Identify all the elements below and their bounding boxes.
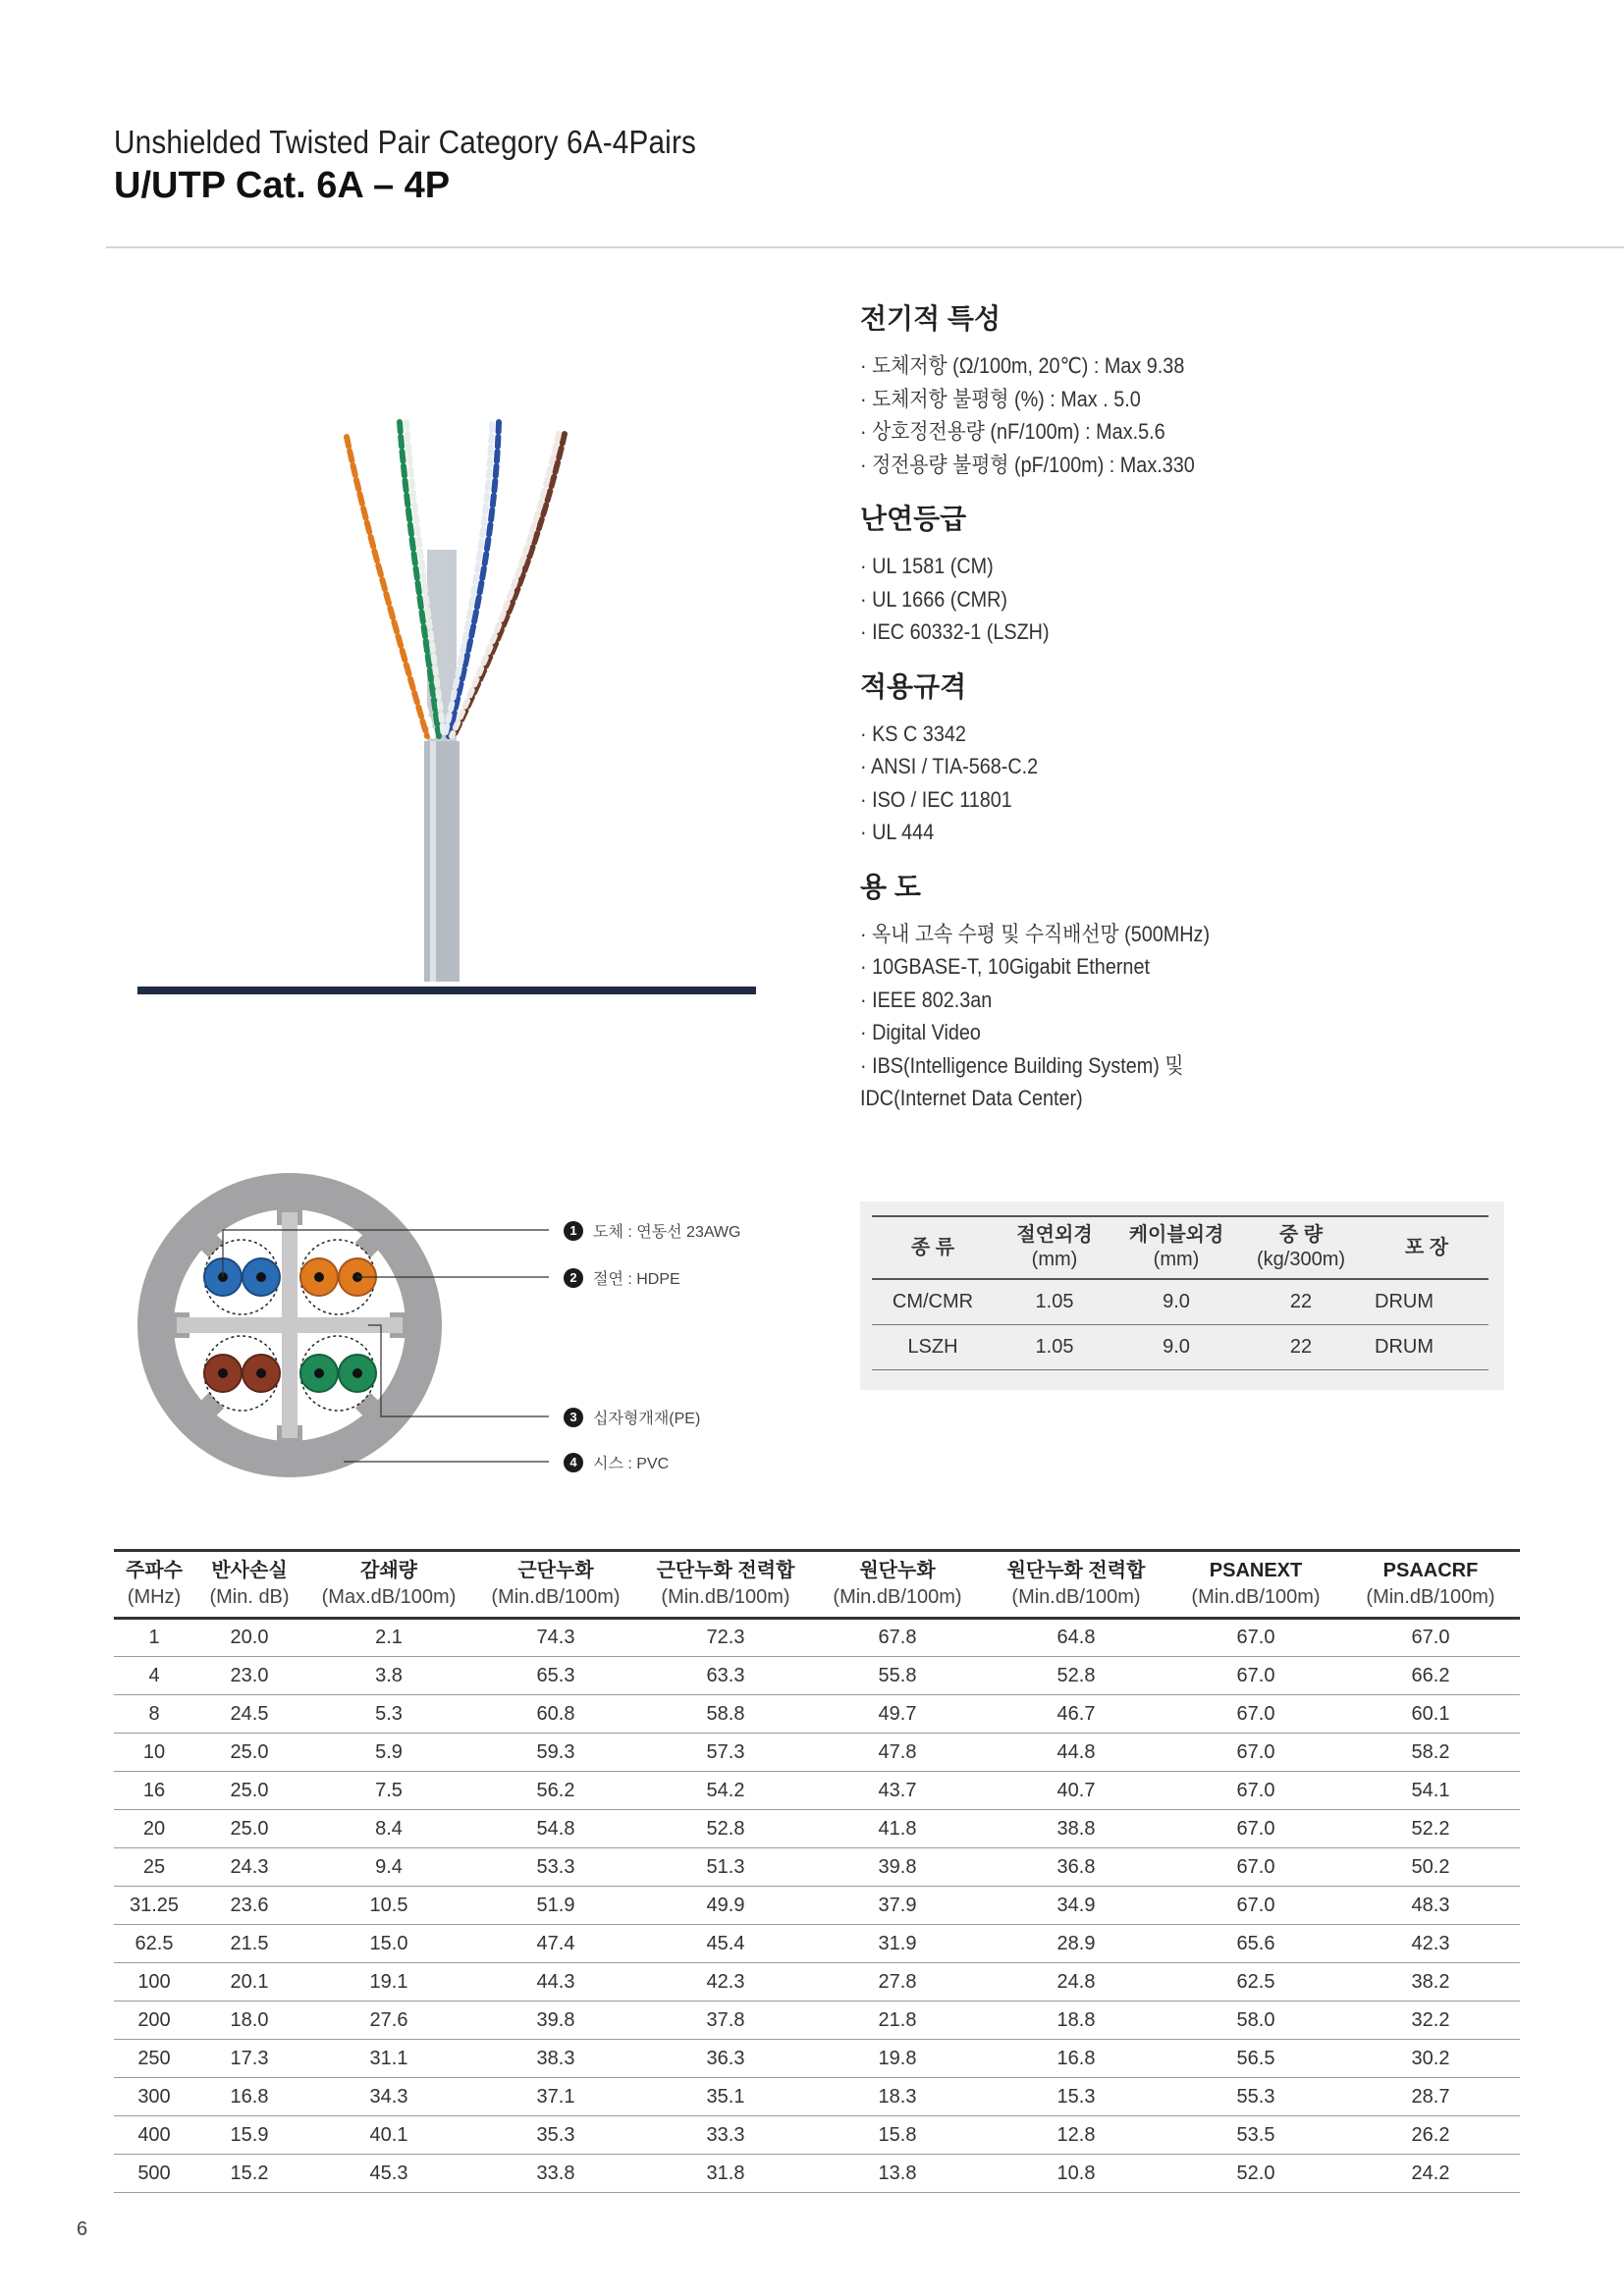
- spec-item: · 옥내 고속 수평 및 수직배선망 (500MHz): [860, 921, 1211, 946]
- table-cell: 53.5: [1170, 2116, 1341, 2155]
- header-subtitle: Unshielded Twisted Pair Category 6A-4Pairs: [114, 124, 697, 160]
- table-cell: 67.8: [813, 1619, 982, 1657]
- column-header: 중 량 (kg/300m): [1237, 1216, 1365, 1279]
- column-header: 감쇄량 (Max.dB/100m): [304, 1551, 473, 1619]
- table-cell: 400: [114, 2116, 194, 2155]
- spec-item: · UL 444: [860, 820, 935, 844]
- header-title: U/UTP Cat. 6A – 4P: [114, 165, 451, 206]
- spec-item: · 10GBASE-T, 10Gigabit Ethernet: [860, 954, 1150, 979]
- table-cell: 52.2: [1341, 1810, 1520, 1848]
- spec-item: · UL 1666 (CMR): [860, 586, 1008, 612]
- column-header: 케이블외경 (mm): [1115, 1216, 1237, 1279]
- page-number: 6: [77, 2218, 88, 2240]
- spec-item: IDC(Internet Data Center): [860, 1086, 1083, 1110]
- table-cell: 4: [114, 1657, 194, 1695]
- table-cell: 56.2: [473, 1772, 638, 1810]
- table-cell: 31.8: [638, 2155, 813, 2193]
- table-row: [114, 1887, 1520, 1925]
- table-cell: 52.0: [1170, 2155, 1341, 2193]
- table-cell: 21.5: [194, 1925, 304, 1963]
- table-cell: 22: [1237, 1279, 1365, 1324]
- table-cell: 72.3: [638, 1619, 813, 1657]
- table-cell: 67.0: [1170, 1657, 1341, 1695]
- table-cell: 55.3: [1170, 2078, 1341, 2116]
- table-cell: 24.5: [194, 1695, 304, 1734]
- table-cell: 23.0: [194, 1657, 304, 1695]
- table-cell: 67.0: [1170, 1810, 1341, 1848]
- table-header-row: [114, 1551, 1520, 1619]
- legend-item: [564, 1406, 700, 1428]
- table-cell: 52.8: [982, 1657, 1170, 1695]
- table-cell: 20.1: [194, 1963, 304, 2002]
- column-header: 원단누화 (Min.dB/100m): [813, 1551, 982, 1619]
- table-cell: 44.8: [982, 1734, 1170, 1772]
- table-cell: 47.8: [813, 1734, 982, 1772]
- spec-heading: 전기적 특성: [860, 303, 1001, 334]
- column-header: 절연외경 (mm): [994, 1216, 1115, 1279]
- table-row: [114, 1848, 1520, 1887]
- table-cell: 49.9: [638, 1887, 813, 1925]
- spec-item: · 도체저항 (Ω/100m, 20℃) : Max 9.38: [860, 353, 1185, 378]
- table-cell: 15.9: [194, 2116, 304, 2155]
- table-cell: 46.7: [982, 1695, 1170, 1734]
- table-cell: 27.8: [813, 1963, 982, 2002]
- table-cell: 17.3: [194, 2040, 304, 2078]
- table-cell: 39.8: [473, 2002, 638, 2040]
- table-row: [114, 2116, 1520, 2155]
- spec-item: · IEEE 802.3an: [860, 987, 993, 1012]
- table-cell: 51.3: [638, 1848, 813, 1887]
- table-cell: 25: [114, 1848, 194, 1887]
- legend-item: [564, 1451, 669, 1473]
- table-cell: 18.0: [194, 2002, 304, 2040]
- table-cell: CM/CMR: [872, 1279, 994, 1324]
- performance-table: [114, 1549, 1520, 2193]
- table-cell: 1.05: [994, 1324, 1115, 1369]
- spec-item: · ISO / IEC 11801: [860, 786, 1012, 812]
- table-cell: 300: [114, 2078, 194, 2116]
- table-cell: 31.1: [304, 2040, 473, 2078]
- table-row: [114, 1925, 1520, 1963]
- table-cell: 24.8: [982, 1963, 1170, 2002]
- table-cell: 37.8: [638, 2002, 813, 2040]
- table-cell: 43.7: [813, 1772, 982, 1810]
- table-cell: 23.6: [194, 1887, 304, 1925]
- table-cell: 56.5: [1170, 2040, 1341, 2078]
- spec-section-flame: [860, 498, 1547, 649]
- column-header: 원단누화 전력합 (Min.dB/100m): [982, 1551, 1170, 1619]
- table-cell: 58.8: [638, 1695, 813, 1734]
- table-cell: 31.9: [813, 1925, 982, 1963]
- table-cell: 25.0: [194, 1810, 304, 1848]
- legend-item: [564, 1219, 740, 1242]
- table-cell: 9.0: [1115, 1279, 1237, 1324]
- table-cell: 39.8: [813, 1848, 982, 1887]
- table-row: [872, 1324, 1489, 1369]
- table-row: [114, 1734, 1520, 1772]
- spec-item: · 정전용량 불평형 (pF/100m) : Max.330: [860, 452, 1195, 477]
- table-cell: 2.1: [304, 1619, 473, 1657]
- table-cell: 58.0: [1170, 2002, 1341, 2040]
- table-row: [114, 2040, 1520, 2078]
- table-cell: 500: [114, 2155, 194, 2193]
- table-cell: 35.1: [638, 2078, 813, 2116]
- legend-label: 십자형개재(PE): [593, 1411, 701, 1427]
- column-header: PSAACRF (Min.dB/100m): [1341, 1551, 1520, 1619]
- table-cell: 48.3: [1341, 1887, 1520, 1925]
- spec-item: · Digital Video: [860, 1020, 981, 1044]
- spec-item: · 도체저항 불평형 (%) : Max . 5.0: [860, 386, 1141, 411]
- table-cell: 16: [114, 1772, 194, 1810]
- table-cell: LSZH: [872, 1324, 994, 1369]
- table-cell: 5.3: [304, 1695, 473, 1734]
- table-cell: 67.0: [1170, 1848, 1341, 1887]
- table-cell: 45.3: [304, 2155, 473, 2193]
- table-cell: 200: [114, 2002, 194, 2040]
- table-row: [114, 1695, 1520, 1734]
- table-cell: 9.0: [1115, 1324, 1237, 1369]
- table-cell: 47.4: [473, 1925, 638, 1963]
- table-cell: 19.1: [304, 1963, 473, 2002]
- table-cell: 62.5: [114, 1925, 194, 1963]
- photo-base-bar: [137, 987, 756, 994]
- table-cell: 18.8: [982, 2002, 1170, 2040]
- table-cell: 7.5: [304, 1772, 473, 1810]
- column-header: 근단누화 전력합 (Min.dB/100m): [638, 1551, 813, 1619]
- table-cell: 24.3: [194, 1848, 304, 1887]
- spec-item: · ANSI / TIA-568-C.2: [860, 754, 1039, 778]
- legend-number: 4: [564, 1453, 583, 1472]
- table-cell: 34.9: [982, 1887, 1170, 1925]
- table-cell: 49.7: [813, 1695, 982, 1734]
- cable-photo: [133, 412, 761, 1001]
- table-cell: 15.0: [304, 1925, 473, 1963]
- table-cell: 34.3: [304, 2078, 473, 2116]
- table-cell: 67.0: [1170, 1619, 1341, 1657]
- table-cell: 51.9: [473, 1887, 638, 1925]
- legend-number: 3: [564, 1408, 583, 1427]
- spec-section-standards: [860, 666, 1547, 849]
- table-cell: 1: [114, 1619, 194, 1657]
- table-cell: 30.2: [1341, 2040, 1520, 2078]
- column-header: PSANEXT (Min.dB/100m): [1170, 1551, 1341, 1619]
- table-cell: 38.8: [982, 1810, 1170, 1848]
- table-cell: 54.2: [638, 1772, 813, 1810]
- spec-item: · IEC 60332-1 (LSZH): [860, 619, 1050, 644]
- column-header: 근단누화 (Min.dB/100m): [473, 1551, 638, 1619]
- table-cell: 36.3: [638, 2040, 813, 2078]
- column-header: 종 류: [872, 1216, 994, 1279]
- table-cell: 26.2: [1341, 2116, 1520, 2155]
- table-cell: 38.3: [473, 2040, 638, 2078]
- spec-item: · UL 1581 (CM): [860, 554, 994, 578]
- table-cell: 20: [114, 1810, 194, 1848]
- table-cell: 1.05: [994, 1279, 1115, 1324]
- table-cell: 74.3: [473, 1619, 638, 1657]
- table-cell: 42.3: [1341, 1925, 1520, 1963]
- table-cell: 31.25: [114, 1887, 194, 1925]
- table-cell: 50.2: [1341, 1848, 1520, 1887]
- table-cell: 67.0: [1170, 1887, 1341, 1925]
- table-cell: 13.8: [813, 2155, 982, 2193]
- column-header: 주파수 (MHz): [114, 1551, 194, 1619]
- table-cell: 250: [114, 2040, 194, 2078]
- legend-label: 시스 : PVC: [593, 1456, 670, 1472]
- spec-heading: 난연등급: [860, 504, 967, 534]
- spec-heading: 적용규격: [860, 670, 967, 702]
- table-cell: DRUM: [1365, 1324, 1489, 1369]
- table-cell: 10.5: [304, 1887, 473, 1925]
- table-row: [114, 1963, 1520, 2002]
- table-cell: 9.4: [304, 1848, 473, 1887]
- table-cell: 16.8: [194, 2078, 304, 2116]
- product-table: [872, 1215, 1489, 1370]
- table-cell: 40.7: [982, 1772, 1170, 1810]
- legend-item: [564, 1266, 680, 1289]
- table-cell: 66.2: [1341, 1657, 1520, 1695]
- table-cell: 19.8: [813, 2040, 982, 2078]
- table-row: [114, 2155, 1520, 2193]
- table-cell: 24.2: [1341, 2155, 1520, 2193]
- table-cell: 41.8: [813, 1810, 982, 1848]
- table-cell: 8: [114, 1695, 194, 1734]
- table-cell: 27.6: [304, 2002, 473, 2040]
- table-cell: 53.3: [473, 1848, 638, 1887]
- legend-label: 절연 : HDPE: [593, 1271, 680, 1288]
- table-cell: 38.2: [1341, 1963, 1520, 2002]
- table-cell: 20.0: [194, 1619, 304, 1657]
- legend-label: 도체 : 연동선 23AWG: [593, 1224, 741, 1241]
- table-cell: 54.8: [473, 1810, 638, 1848]
- table-cell: 25.0: [194, 1734, 304, 1772]
- table-cell: 45.4: [638, 1925, 813, 1963]
- spec-panel: [860, 297, 1547, 1132]
- spec-section-usage: [860, 866, 1547, 1115]
- cross-section-diagram: [133, 1168, 761, 1492]
- table-cell: 28.9: [982, 1925, 1170, 1963]
- table-cell: 25.0: [194, 1772, 304, 1810]
- spec-item: · KS C 3342: [860, 721, 966, 746]
- table-cell: 3.8: [304, 1657, 473, 1695]
- table-cell: 8.4: [304, 1810, 473, 1848]
- table-cell: 36.8: [982, 1848, 1170, 1887]
- table-header-row: [872, 1216, 1489, 1279]
- table-cell: 37.9: [813, 1887, 982, 1925]
- table-row: [114, 2078, 1520, 2116]
- table-cell: 37.1: [473, 2078, 638, 2116]
- table-cell: 54.1: [1341, 1772, 1520, 1810]
- header-divider: [106, 246, 1624, 248]
- table-row: [114, 1619, 1520, 1657]
- table-cell: 35.3: [473, 2116, 638, 2155]
- spec-item: · 상호정전용량 (nF/100m) : Max.5.6: [860, 419, 1165, 444]
- table-cell: 12.8: [982, 2116, 1170, 2155]
- table-cell: 62.5: [1170, 1963, 1341, 2002]
- column-header: 포 장: [1365, 1216, 1489, 1279]
- legend-number: 1: [564, 1221, 583, 1241]
- table-cell: 67.0: [1170, 1695, 1341, 1734]
- cable-cross-section: [133, 1168, 761, 1492]
- table-cell: 40.1: [304, 2116, 473, 2155]
- table-cell: 57.3: [638, 1734, 813, 1772]
- table-cell: 63.3: [638, 1657, 813, 1695]
- spec-item: · IBS(Intelligence Building System) 및: [860, 1052, 1184, 1078]
- table-cell: 58.2: [1341, 1734, 1520, 1772]
- spec-heading: 용 도: [860, 871, 921, 902]
- table-cell: 44.3: [473, 1963, 638, 2002]
- table-cell: 65.6: [1170, 1925, 1341, 1963]
- table-row: [114, 1810, 1520, 1848]
- table-cell: 18.3: [813, 2078, 982, 2116]
- column-header: 반사손실 (Min. dB): [194, 1551, 304, 1619]
- table-cell: 10: [114, 1734, 194, 1772]
- table-cell: 15.2: [194, 2155, 304, 2193]
- table-row: [114, 1657, 1520, 1695]
- table-cell: 33.8: [473, 2155, 638, 2193]
- table-cell: DRUM: [1365, 1279, 1489, 1324]
- table-cell: 5.9: [304, 1734, 473, 1772]
- table-cell: 60.8: [473, 1695, 638, 1734]
- table-cell: 67.0: [1341, 1619, 1520, 1657]
- table-cell: 60.1: [1341, 1695, 1520, 1734]
- table-row: [114, 2002, 1520, 2040]
- table-cell: 100: [114, 1963, 194, 2002]
- performance-table-body: [114, 1619, 1520, 2193]
- table-cell: 67.0: [1170, 1772, 1341, 1810]
- table-row: [872, 1279, 1489, 1324]
- table-cell: 10.8: [982, 2155, 1170, 2193]
- table-cell: 52.8: [638, 1810, 813, 1848]
- table-cell: 42.3: [638, 1963, 813, 2002]
- product-table-panel: [860, 1201, 1504, 1390]
- table-cell: 33.3: [638, 2116, 813, 2155]
- table-cell: 67.0: [1170, 1734, 1341, 1772]
- legend-number: 2: [564, 1268, 583, 1288]
- table-cell: 16.8: [982, 2040, 1170, 2078]
- table-row: [114, 1772, 1520, 1810]
- table-cell: 32.2: [1341, 2002, 1520, 2040]
- table-cell: 15.8: [813, 2116, 982, 2155]
- table-cell: 55.8: [813, 1657, 982, 1695]
- table-cell: 22: [1237, 1324, 1365, 1369]
- table-cell: 59.3: [473, 1734, 638, 1772]
- table-cell: 64.8: [982, 1619, 1170, 1657]
- table-cell: 65.3: [473, 1657, 638, 1695]
- table-cell: 15.3: [982, 2078, 1170, 2116]
- table-cell: 28.7: [1341, 2078, 1520, 2116]
- spec-section-electrical: [860, 297, 1547, 481]
- table-cell: 21.8: [813, 2002, 982, 2040]
